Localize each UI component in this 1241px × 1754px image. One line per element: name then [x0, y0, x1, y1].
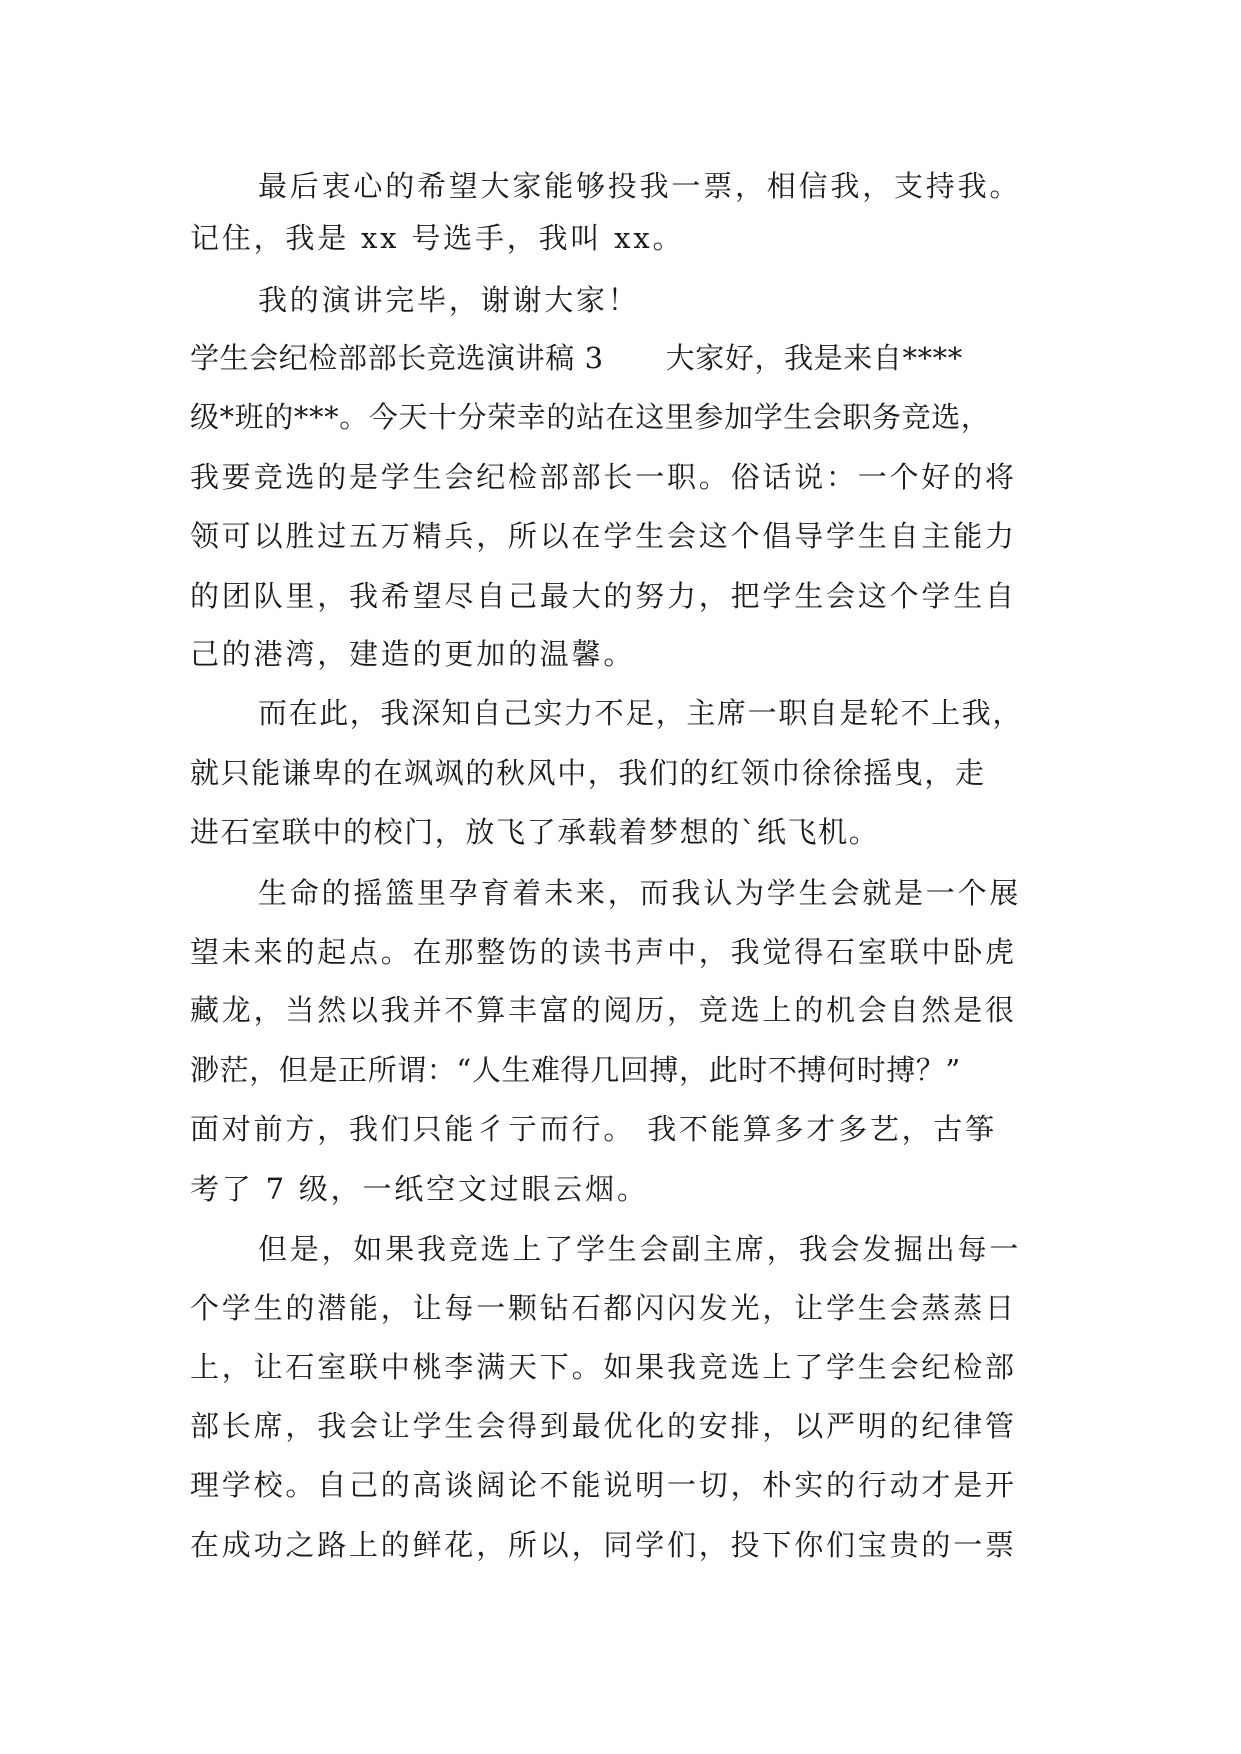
text-line: 就只能谦卑的在飒飒的秋风中，我们的红领巾徐徐摇曳，走 [190, 756, 986, 790]
text-line: 在成功之路上的鲜花，所以，同学们，投下你们宝贵的一票 [190, 1528, 1017, 1562]
text-line: 大家好，我是来自**** [665, 341, 963, 375]
text-line: 我的演讲完毕，谢谢大家！ [258, 283, 640, 317]
text-line: 个学生的潜能，让每一颗钻石都闪闪发光，让学生会蒸蒸日 [190, 1291, 1017, 1325]
text-line: 考了 7 级，一纸空文过眼云烟。 [190, 1172, 649, 1206]
text-line: 面对前方，我们只能彳亍而行。 我不能算多才多艺，古筝 [190, 1112, 998, 1146]
text-line: 记住，我是 xx 号选手，我叫 xx。 [190, 221, 685, 255]
text-line: 渺茫，但是正所谓：“人生难得几回搏，此时不搏何时搏？” [190, 1053, 961, 1087]
text-line: 我要竞选的是学生会纪检部部长一职。俗话说：一个好的将 [190, 460, 1017, 494]
text-line: 己的港湾，建造的更加的温馨。 [190, 637, 636, 671]
text-line: 藏龙，当然以我并不算丰富的阅历，竞选上的机会自然是很 [190, 993, 1017, 1027]
text-line: 生命的摇篮里孕育着未来，而我认为学生会就是一个展 [258, 876, 1022, 910]
article-title-line [190, 338, 1070, 378]
text-line: 望未来的起点。在那整饬的读书声中，我觉得石室联中卧虎 [190, 935, 1017, 969]
article-title: 学生会纪检部部长竞选演讲稿 3 [190, 341, 604, 375]
text-line: 上，让石室联中桃李满天下。如果我竞选上了学生会纪检部 [190, 1350, 1017, 1384]
text-line: 领可以胜过五万精兵，所以在学生会这个倡导学生自主能力 [190, 519, 1017, 553]
text-line: 部长席，我会让学生会得到最优化的安排，以严明的纪律管 [190, 1409, 1017, 1443]
text-line: 最后衷心的希望大家能够投我一票，相信我，支持我。 [258, 169, 1022, 203]
text-line: 而在此，我深知自己实力不足，主席一职自是轮不上我， [258, 696, 1024, 730]
text-line: 进石室联中的校门，放飞了承载着梦想的`纸飞机。 [190, 815, 880, 849]
text-line: 的团队里，我希望尽自己最大的努力，把学生会这个学生自 [190, 579, 1017, 613]
text-line: 理学校。自己的高谈阔论不能说明一切，朴实的行动才是开 [190, 1468, 1017, 1502]
text-line: 级*班的***。今天十分荣幸的站在这里参加学生会职务竞选， [190, 400, 991, 434]
text-line: 但是，如果我竞选上了学生会副主席，我会发掘出每一 [258, 1232, 1022, 1266]
